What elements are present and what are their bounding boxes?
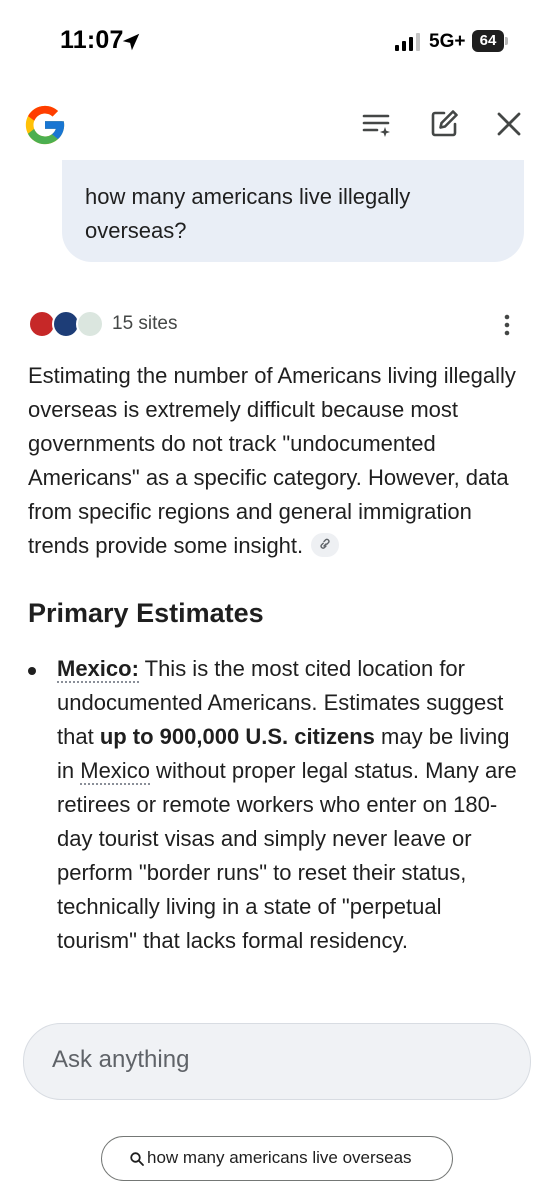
sources-row[interactable] — [28, 308, 528, 342]
status-time: 11:07 — [60, 26, 124, 54]
cellular-signal-icon — [395, 33, 421, 51]
new-chat-button[interactable] — [426, 106, 462, 142]
network-type: 5G+ — [429, 31, 466, 52]
ask-input-placeholder: Ask anything — [52, 1046, 190, 1073]
bullet-text-part2: may be living in — [57, 724, 510, 783]
close-icon — [492, 107, 526, 141]
section-heading: Primary Estimates — [28, 598, 264, 628]
bullet-dot — [28, 667, 36, 675]
bullet-item-mexico — [57, 652, 527, 958]
bullet-bold-figure: up to 900,000 U.S. citizens — [99, 724, 375, 749]
status-bar — [0, 0, 554, 90]
search-icon — [129, 1151, 145, 1167]
bullet-term[interactable]: Mexico: — [57, 656, 139, 681]
close-button[interactable] — [491, 106, 527, 142]
sources-count: 15 sites — [112, 313, 178, 334]
bullet-text-part1: This is the most cited location for undocumented Americans. Estimates suggest that — [57, 656, 504, 749]
answer-intro — [28, 359, 528, 563]
history-list-icon — [360, 107, 394, 141]
battery-icon — [472, 30, 508, 52]
citation-link-chip[interactable] — [311, 533, 339, 557]
answer-intro-text: Estimating the number of Americans living illegally overseas is extremely difficult because most governments do not track "undocumented Americans" as a specific category. However, data from specific regions and general immigration trends provide some insight. — [28, 363, 516, 558]
location-arrow-icon — [120, 31, 142, 53]
mexico-link[interactable]: Mexico — [80, 758, 150, 783]
google-g-logo-icon — [22, 102, 68, 148]
more-vert-icon[interactable] — [500, 312, 514, 338]
user-query-text: how many americans live illegally overseas? — [85, 184, 411, 243]
bullet-text-part3: without proper legal status. Many are retirees or remote workers who enter on 180-day tourist visas and simply never leave or perform "border runs" to reset their status, technically living in a state of "perpetual tourism" that lacks formal residency. — [57, 758, 517, 953]
history-button[interactable] — [359, 106, 395, 142]
user-query-bubble — [62, 160, 524, 262]
edit-icon — [427, 107, 461, 141]
link-icon — [318, 538, 332, 552]
battery-tip — [505, 37, 508, 45]
source-favicon — [76, 310, 104, 338]
suggestion-text: how many americans live overseas — [147, 1148, 412, 1167]
ask-input[interactable] — [23, 1023, 531, 1100]
suggestion-chip[interactable] — [101, 1136, 453, 1181]
battery-level: 64 — [472, 30, 504, 52]
